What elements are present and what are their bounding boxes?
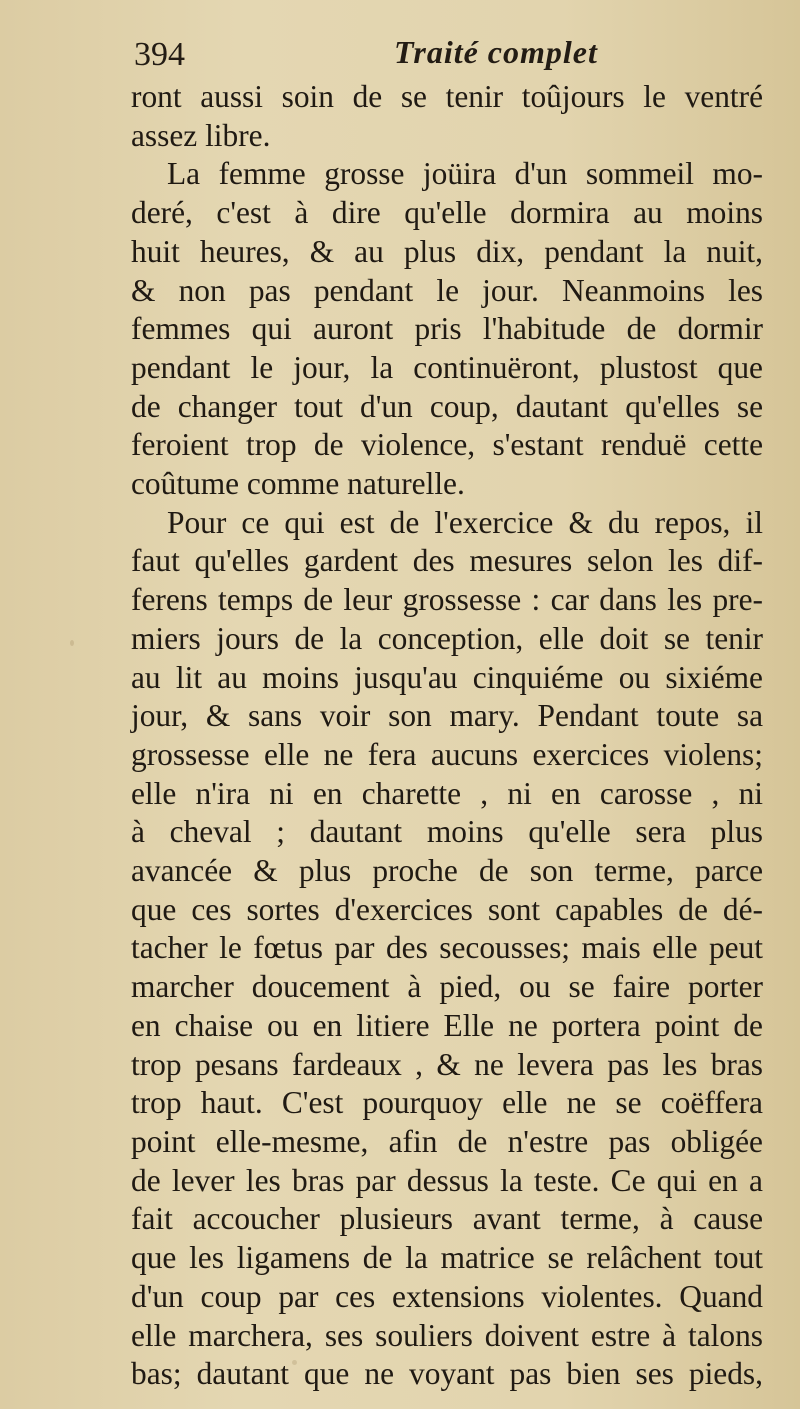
- text-line: ront aussi soin de se tenir toûjours le ventré: [131, 79, 763, 114]
- text-line: de lever les bras par dessus la teste. Ce qui en a: [131, 1162, 763, 1198]
- text-line: bas; dautant que ne voyant pas bien ses pieds,: [131, 1356, 763, 1392]
- text-line: faut qu'elles gardent des mesures selon les dif-: [131, 543, 763, 579]
- text-line: huit heures, & au plus dix, pendant la nuit,: [131, 233, 763, 269]
- text-line: miers jours de la conception, elle doit se tenir: [131, 620, 763, 656]
- text-line: femmes qui auront pris l'habitude de dormir: [131, 311, 763, 347]
- text-line: La femme grosse joüira d'un sommeil mo-: [167, 156, 763, 192]
- text-line: marcher doucement à pied, ou se faire porter: [131, 969, 763, 1005]
- text-line: fait accoucher plusieurs avant terme, à cause: [131, 1201, 763, 1237]
- paper-stain: [70, 640, 74, 646]
- text-line: tacher le fœtus par des secousses; mais elle peut: [131, 930, 763, 966]
- text-line: trop pesans fardeaux , & ne levera pas les bras: [131, 1046, 763, 1082]
- text-line: au lit au moins jusqu'au cinquiéme ou sixiéme: [131, 659, 763, 695]
- text-line: à cheval ; dautant moins qu'elle sera plus: [131, 814, 763, 850]
- text-line: avancée & plus proche de son terme, parce: [131, 853, 763, 889]
- text-line: deré, c'est à dire qu'elle dormira au moins: [131, 195, 763, 231]
- text-line: grossesse elle ne fera aucuns exercices violens;: [131, 736, 763, 772]
- text-line: feroient trop de violence, s'estant renduë cette: [131, 427, 763, 463]
- text-line: Pour ce qui est de l'exercice & du repos, il: [167, 504, 763, 540]
- text-line: ferens temps de leur grossesse : car dans les pre-: [131, 582, 763, 618]
- text-line: en chaise ou en litiere Elle ne portera point de: [131, 1007, 763, 1043]
- page-number: 394: [134, 36, 185, 73]
- text-line: elle marchera, ses souliers doivent estre à talons: [131, 1317, 763, 1353]
- text-line: assez libre.: [131, 117, 271, 153]
- text-line: & non pas pendant le jour. Neanmoins les: [131, 272, 763, 308]
- text-line: pendant le jour, la continuëront, plustost que: [131, 349, 763, 385]
- text-line: coûtume comme naturelle.: [131, 466, 465, 502]
- body-text: [131, 78, 763, 1394]
- text-line: que les ligamens de la matrice se relâchent tout: [131, 1240, 763, 1276]
- page-header: [134, 32, 760, 84]
- text-line: que ces sortes d'exercices sont capables de dé-: [131, 891, 763, 927]
- text-line: elle n'ira ni en charette , ni en carosse , ni: [131, 775, 763, 811]
- text-line: trop haut. C'est pourquoy elle ne se coëffera: [131, 1085, 763, 1121]
- running-title: Traité complet: [394, 34, 598, 70]
- text-line: point elle-mesme, afin de n'estre pas obligée: [131, 1123, 763, 1159]
- text-line: d'un coup par ces extensions violentes. Quand: [131, 1278, 763, 1314]
- text-line: jour, & sans voir son mary. Pendant toute sa: [131, 698, 763, 734]
- text-line: de changer tout d'un coup, dautant qu'elles se: [131, 388, 763, 424]
